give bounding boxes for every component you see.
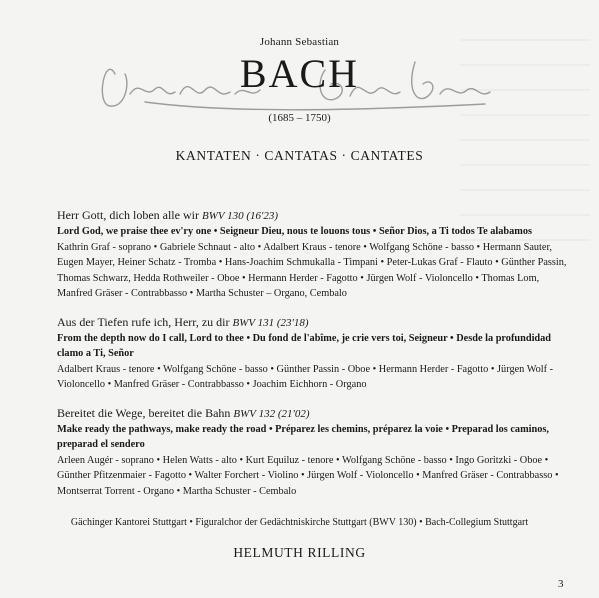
page-number: 3: [558, 578, 564, 590]
work-catalogue-duration: BWV 130 (16'23): [201, 210, 279, 222]
work-bwv-132: [57, 405, 577, 500]
work-heading: [57, 405, 577, 422]
work-title: Bereitet die Wege, bereitet die Bahn: [57, 405, 231, 420]
ensembles-credit: Gächinger Kantorei Stuttgart • Figuralchor der Gedächtniskirche Stuttgart (BWV 130) • Bach-Collegium Stuttgart: [70, 517, 529, 528]
work-performers: Adalbert Kraus - tenore • Wolfgang Schöne - basso • Günther Passin - Oboe • Hermann Herder - Fagotto • Jürgen Wolf - Violoncello • Manfred Gräser - Contrabbasso • Joachim Eichhorn - Organo: [57, 363, 554, 390]
conductor-name: HELMUTH RILLING: [233, 545, 366, 560]
work-translations: Lord God, we praise thee ev'ry one • Seigneur Dieu, nous te louons tous • Señor Dios, a Ti todos Te alabamos: [57, 226, 533, 237]
work-translations: Make ready the pathways, make ready the road • Préparez les chemins, préparez la voie • Preparad los caminos, preparad el sendero: [57, 423, 549, 450]
work-performers: Arleen Augér - soprano • Helen Watts - alto • Kurt Equiluz - tenore • Wolfgang Schöne - basso • Ingo Goritzki - Oboe • Günther Pfitzenmaier - Fagotto • Walter Forchert - Violino • Jürgen Wolf - Violoncello • Manfred Gräser - Contrabbasso • Montserrat Torrent - Organo • Martha Schuster - Cembalo: [57, 454, 559, 497]
works-list: [57, 207, 577, 511]
work-bwv-130: [57, 207, 577, 302]
composer-first-names: Johann Sebastian: [259, 36, 340, 48]
collection-title: KANTATEN · CANTATAS · CANTATES: [175, 148, 424, 163]
work-heading: [57, 207, 577, 224]
composer-dates: (1685 – 1750): [268, 112, 331, 124]
work-translations: From the depth now do I call, Lord to thee • Du fond de l'abîme, je crie vers toi, Seigneur • Desde la profundidad clamo a Ti, Señor: [57, 332, 552, 359]
work-title: Aus der Tiefen rufe ich, Herr, zu dir: [57, 314, 230, 329]
work-performers: Kathrin Graf - soprano • Gabriele Schnaut - alto • Adalbert Kraus - tenore • Wolfgang Schöne - basso • Hermann Sauter, Eugen Mayer, Heiner Schatz - Tromba • Hans-Joachim Schmukalla - Timpani • Peter-Lukas Graf - Flauto • Günther Passin, Thomas Schwarz, Hedda Rothweiler - Oboe • Hermann Herder - Fagotto • Jürgen Wolf - Violoncello • Thomas Lom, Manfred Gräser - Contrabbasso • Martha Schuster – Organo, Cembalo: [57, 241, 567, 299]
work-catalogue-duration: BWV 131 (23'18): [232, 316, 309, 329]
work-catalogue-duration: BWV 132 (21'02): [233, 407, 310, 420]
work-bwv-131: [57, 314, 577, 393]
work-title: Herr Gott, dich loben alle wir: [57, 208, 199, 222]
composer-surname: BACH: [239, 51, 360, 96]
work-heading: [57, 314, 577, 331]
